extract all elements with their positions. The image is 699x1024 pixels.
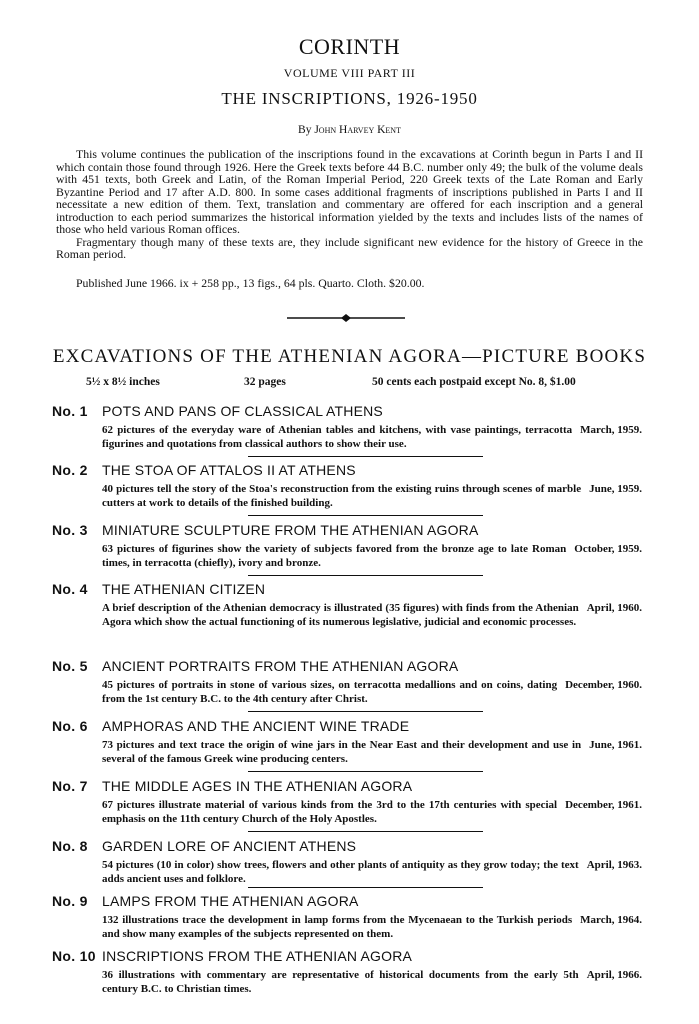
book-number: No. 9: [52, 893, 88, 909]
intro-text: [56, 148, 643, 261]
book-number: No. 2: [52, 462, 88, 478]
corinth-title: CORINTH: [298, 34, 401, 59]
book-title: AMPHORAS AND THE ANCIENT WINE TRADE: [102, 718, 410, 734]
book-number: No. 8: [52, 838, 88, 854]
book-divider: [248, 887, 483, 888]
book-title: THE STOA OF ATTALOS II AT ATHENS: [102, 462, 356, 478]
intro-paragraph-1: This volume continues the publication of the inscriptions found in the excavations at Corinth begun in Parts I and II which contain those found through 1926. Here the Greek texts before 44 B.C. number only 49; the bulk of the volume deals with 451 texts, both Greek and Latin, of the Roman Imperial Period, 220 Greek texts of the Late Roman and Early Byzantine Period and 17 after A.D. 800. In some cases additional fragments of inscriptions published in Parts I and II necessitate a new edition of them. Text, translation and commentary are offered for each inscription and a general introduction to each period summarizes the historical information yielded by the texts and includes lists of the names of those who held various Roman offices.: [56, 147, 643, 236]
book-divider: [248, 575, 483, 576]
book-number: No. 7: [52, 778, 88, 794]
book-description: [102, 423, 642, 451]
book-description-text: 54 pictures (10 in color) show trees, flowers and other plants of antiquity as they grow today; the text adds ancient uses and folklore.: [102, 859, 579, 885]
author-name: John Harvey Kent: [314, 124, 401, 136]
book-title: THE MIDDLE AGES IN THE ATHENIAN AGORA: [102, 778, 413, 794]
book-description: [102, 678, 642, 706]
book-size: 5½ x 8½ inches: [86, 376, 160, 388]
author-by: By: [298, 124, 312, 136]
section-ornament-icon: [287, 312, 405, 324]
book-date: June, 1961.: [589, 739, 642, 751]
publication-info: Published June 1966. ix + 258 pp., 13 figs., 64 pls. Quarto. Cloth. $20.00.: [76, 276, 425, 290]
book-description: [102, 858, 642, 886]
book-description-text: 62 pictures of the everyday ware of Athenian tables and kitchens, with vase paintings, terracotta figurines and quotations from classical authors to show their use.: [102, 424, 573, 450]
book-description: [102, 968, 642, 996]
book-number: No. 10: [52, 948, 96, 964]
book-description-text: 40 pictures tell the story of the Stoa's reconstruction from the existing ruins through scenes of marble cutters at work to details of the finished building.: [102, 483, 582, 509]
book-divider: [248, 711, 483, 712]
book-date: March, 1959.: [580, 424, 642, 436]
book-description-text: 67 pictures illustrate material of various kinds from the 3rd to the 17th centuries with special emphasis on the 11th century Church of the Holy Apostles.: [102, 799, 558, 825]
book-pages: 32 pages: [244, 376, 286, 388]
book-description: [102, 482, 642, 510]
intro-paragraph-2: Fragmentary though many of these texts are, they include significant new evidence for the history of Greece in the Roman period.: [56, 234, 643, 261]
book-divider: [248, 771, 483, 772]
book-description: [102, 913, 642, 941]
author-line: [0, 124, 699, 136]
book-date: December, 1960.: [565, 679, 642, 691]
book-divider: [248, 456, 483, 457]
book-number: No. 3: [52, 522, 88, 538]
book-divider: [248, 515, 483, 516]
book-description: [102, 601, 642, 629]
book-description-text: 63 pictures of figurines show the variety of subjects favored from the bronze age to late Roman times, in terracotta (chiefly), ivory and bronze.: [102, 543, 567, 569]
book-price: 50 cents each postpaid except No. 8, $1.00: [372, 376, 576, 388]
book-title: THE ATHENIAN CITIZEN: [102, 581, 266, 597]
book-title: INSCRIPTIONS FROM THE ATHENIAN AGORA: [102, 948, 413, 964]
book-description-text: 73 pictures and text trace the origin of wine jars in the Near East and their development and use in several of the famous Greek wine producing centers.: [102, 739, 582, 765]
book-description: [102, 542, 642, 570]
agora-title: EXCAVATIONS OF THE ATHENIAN AGORA—PICTURE BOOKS: [52, 346, 647, 367]
book-date: April, 1960.: [586, 602, 642, 614]
book-number: No. 1: [52, 403, 88, 419]
book-number: No. 6: [52, 718, 88, 734]
book-title: POTS AND PANS OF CLASSICAL ATHENS: [102, 403, 383, 419]
book-date: April, 1963.: [586, 859, 642, 871]
inscriptions-title: THE INSCRIPTIONS, 1926-1950: [221, 89, 478, 108]
book-number: No. 4: [52, 581, 88, 597]
book-date: March, 1964.: [580, 914, 642, 926]
book-number: No. 5: [52, 658, 88, 674]
book-date: April, 1966.: [586, 969, 642, 981]
book-date: October, 1959.: [574, 543, 642, 555]
volume-line: VOLUME VIII PART III: [283, 66, 416, 80]
book-divider: [248, 831, 483, 832]
book-title: MINIATURE SCULPTURE FROM THE ATHENIAN AGORA: [102, 522, 479, 538]
book-description-text: 45 pictures of portraits in stone of various sizes, on terracotta medallions and on coins, dating from the 1st century B.C. to the 4th century after Christ.: [102, 679, 558, 705]
book-description-text: 36 illustrations with commentary are representative of historical documents from the early 5th century B.C. to Christian times.: [102, 969, 579, 995]
book-title: LAMPS FROM THE ATHENIAN AGORA: [102, 893, 359, 909]
book-description: [102, 738, 642, 766]
book-title: ANCIENT PORTRAITS FROM THE ATHENIAN AGORA: [102, 658, 459, 674]
book-date: June, 1959.: [589, 483, 642, 495]
book-description: [102, 798, 642, 826]
book-title: GARDEN LORE OF ANCIENT ATHENS: [102, 838, 357, 854]
book-date: December, 1961.: [565, 799, 642, 811]
book-description-text: A brief description of the Athenian democracy is illustrated (35 figures) with finds from the Athenian Agora which show the actual functioning of its numerous legislative, judicial and economic processes.: [102, 602, 579, 628]
book-description-text: 132 illustrations trace the development in lamp forms from the Mycenaean to the Turkish periods and show many examples of the subjects represented on them.: [102, 914, 573, 940]
